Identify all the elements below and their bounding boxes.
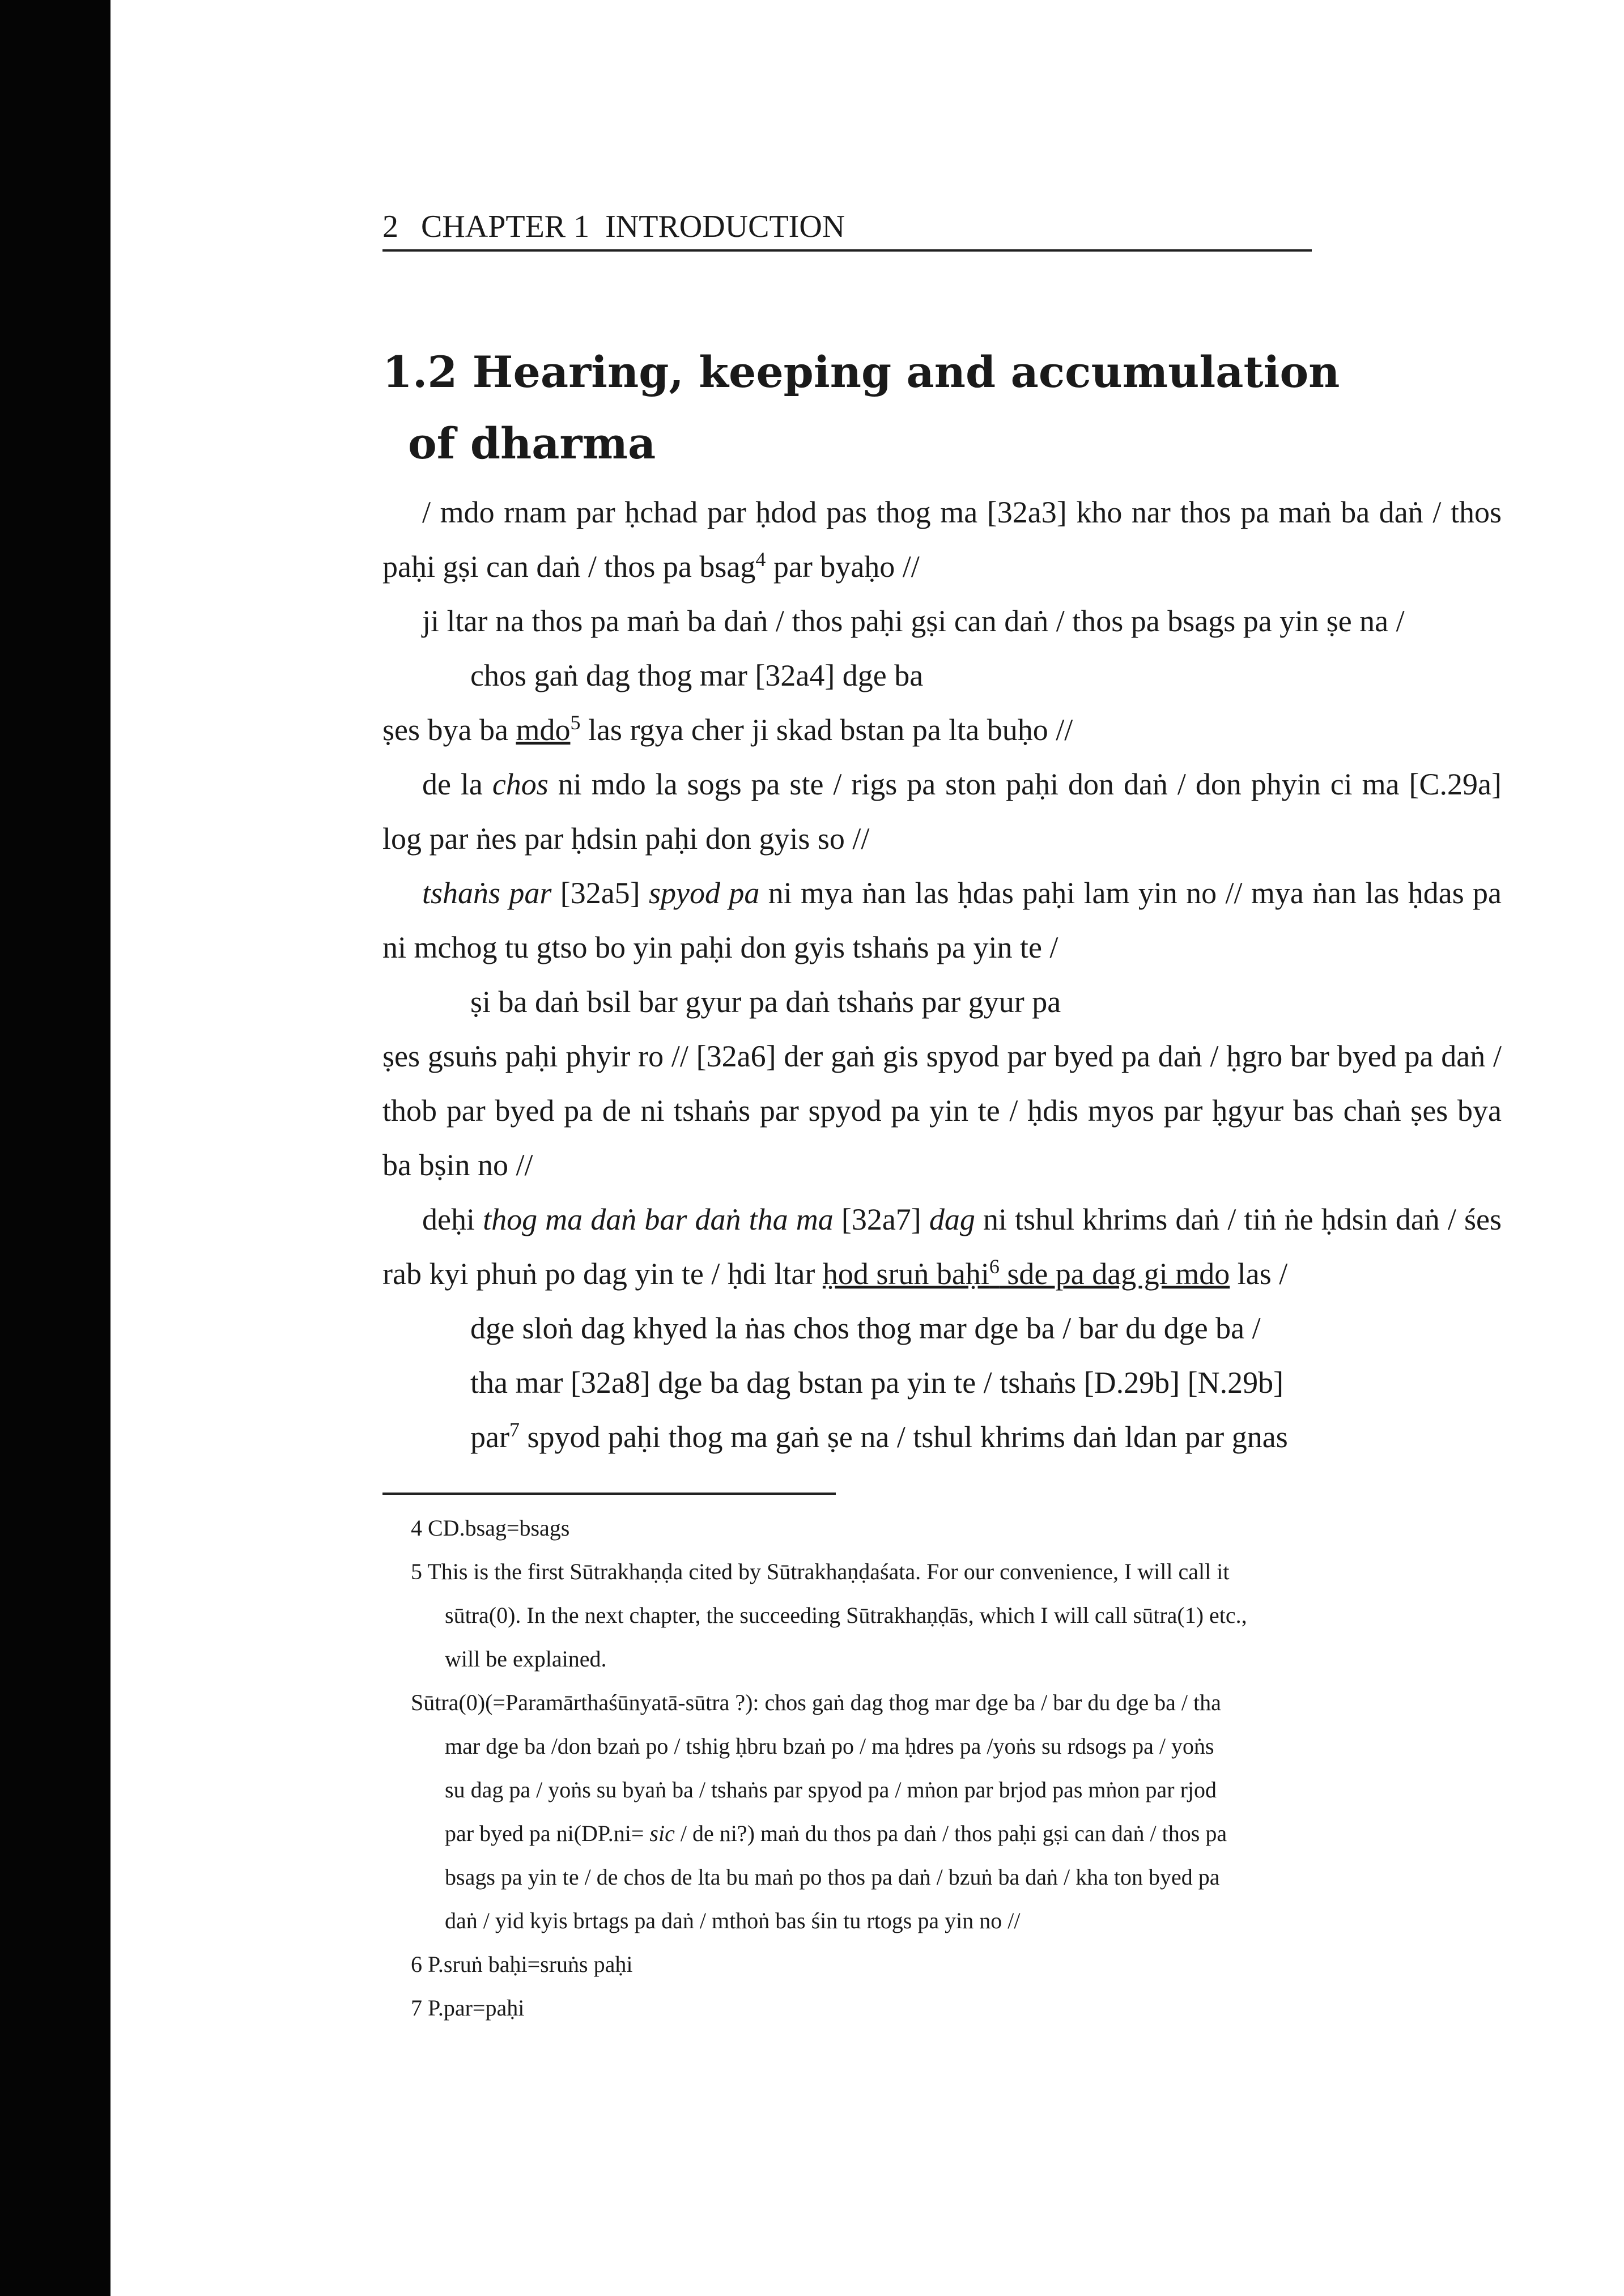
running-title: CHAPTER 1 INTRODUCTION bbox=[421, 209, 845, 244]
paragraph-7 bbox=[382, 1192, 1502, 1301]
paragraph-1 bbox=[382, 485, 1502, 594]
footnote-5-line2: sūtra(0). In the next chapter, the succeeding Sūtrakhaṇḍās, which I will call sūtra(1) etc., bbox=[445, 1602, 1247, 1628]
section-title bbox=[382, 337, 1502, 479]
footnote-ref-7: 7 bbox=[509, 1418, 520, 1441]
underlined-term: mdo bbox=[516, 713, 571, 747]
footnote-5-line3: will be explained. bbox=[445, 1646, 607, 1672]
section-title-line1: 1.2 Hearing, keeping and accumulation bbox=[382, 347, 1340, 397]
text-run: [32a5] bbox=[551, 876, 649, 910]
footnote-ref-5: 5 bbox=[570, 711, 581, 734]
footnote-5-sutra-line4 bbox=[411, 1812, 1502, 1855]
italic-term: tshaṅs par bbox=[422, 876, 552, 910]
paragraph-2: ji ltar na thos pa maṅ ba daṅ / thos paḥi gṣi can daṅ / thos pa bsags pa yin ṣe na / bbox=[422, 604, 1405, 638]
text-run: ni mya ṅan las ḥdas paḥi lam yin no // mya ṅan las ḥdas pa ni mchog tu gtso bo yin paḥi don gyis tshaṅs pa yin te / bbox=[382, 876, 1502, 964]
footnote-7: 7 P.par=paḥi bbox=[411, 1995, 525, 2021]
quote-1: chos gaṅ dag thog mar [32a4] dge ba bbox=[470, 658, 924, 692]
footnote-5-sutra-line6: daṅ / yid kyis brtags pa daṅ / mthoṅ bas śin tu rtogs pa yin no // bbox=[445, 1908, 1021, 1933]
paragraph-5 bbox=[382, 866, 1502, 975]
text-run: / de ni?) maṅ du thos pa daṅ / thos paḥi gṣi can daṅ / thos pa bbox=[674, 1821, 1227, 1846]
footnote-5-line1: 5 This is the first Sūtrakhaṇḍa cited by Sūtrakhaṇḍaśata. For our convenience, I will call it bbox=[411, 1559, 1230, 1584]
underlined-citation bbox=[823, 1257, 1230, 1291]
text-run: / mdo rnam par ḥchad par ḥdod pas thog ma [32a3] kho nar thos pa maṅ ba daṅ / thos paḥi gṣi can daṅ / thos pa bsag bbox=[382, 495, 1502, 584]
text-run: ṣes bya ba bbox=[382, 713, 516, 747]
text-run: par byaḥo // bbox=[766, 550, 920, 584]
paragraph-4 bbox=[382, 757, 1502, 866]
footnote-5-sutra-line5: bsags pa yin te / de chos de lta bu maṅ po thos pa daṅ / bzuṅ ba daṅ / kha ton byed pa bbox=[445, 1864, 1220, 1890]
italic-term: dag bbox=[929, 1202, 975, 1236]
italic-term: sic bbox=[649, 1821, 675, 1846]
section-title-line2: of dharma bbox=[408, 418, 656, 469]
scan-margin-bar bbox=[0, 0, 110, 2296]
footnotes bbox=[382, 1506, 1502, 2030]
quote-3-line3 bbox=[382, 1410, 1502, 1464]
text-run: ni mdo la sogs pa ste / rigs pa ston paḥi don daṅ / don phyin ci ma [C.29a] log par ṅes par ḥdsin paḥi don gyis so // bbox=[382, 767, 1502, 856]
body-text bbox=[382, 485, 1502, 1464]
text-run: [32a7] bbox=[833, 1202, 929, 1236]
text-run: deḥi bbox=[422, 1202, 483, 1236]
text-run: spyod paḥi thog ma gaṅ ṣe na / tshul khrims daṅ ldan par gnas bbox=[519, 1420, 1288, 1454]
paragraph-3 bbox=[382, 703, 1502, 757]
text-run: ni tshul khrims daṅ / tiṅ ṅe ḥdsin daṅ / śes rab kyi phuṅ po dag yin te / ḥdi ltar bbox=[382, 1202, 1502, 1291]
footnote-ref-4: 4 bbox=[755, 548, 766, 571]
italic-term: thog ma daṅ bar daṅ tha ma bbox=[483, 1202, 834, 1236]
text-run: las rgya cher ji skad bstan pa lta buḥo // bbox=[580, 713, 1073, 747]
footnote-5-sutra-line1: Sūtra(0)(=Paramārthaśūnyatā-sūtra ?): chos gaṅ dag thog mar dge ba / bar du dge ba / tha bbox=[411, 1690, 1221, 1715]
italic-term: chos bbox=[492, 767, 549, 801]
text-run: ḥod sruṅ baḥi bbox=[822, 1257, 989, 1291]
quote-2: ṣi ba daṅ bsil bar gyur pa daṅ tshaṅs par gyur pa bbox=[470, 985, 1061, 1019]
text-run: par byed pa ni(DP.ni= bbox=[445, 1821, 650, 1846]
footnote-rule bbox=[382, 1493, 836, 1495]
footnote-6: 6 P.sruṅ baḥi=sruṅs paḥi bbox=[411, 1951, 633, 1977]
text-run: sde pa dag gi mdo bbox=[999, 1257, 1230, 1291]
paragraph-6: ṣes gsuṅs paḥi phyir ro // [32a6] der gaṅ gis spyod par byed pa daṅ / ḥgro bar byed pa daṅ / thob par byed pa de ni tshaṅs par spyod pa yin te / ḥdis myos par ḥgyur bas chaṅ ṣes bya ba bṣin no // bbox=[382, 1039, 1502, 1182]
quote-3-line1: dge sloṅ dag khyed la ṅas chos thog mar dge ba / bar du dge ba / bbox=[470, 1311, 1261, 1345]
footnote-4: 4 CD.bsag=bsags bbox=[411, 1515, 570, 1541]
running-header bbox=[382, 204, 1312, 252]
page bbox=[382, 204, 1502, 2030]
quote-3-line2: tha mar [32a8] dge ba dag bstan pa yin te / tshaṅs [D.29b] [N.29b] bbox=[470, 1366, 1284, 1400]
footnote-ref-6: 6 bbox=[989, 1255, 1000, 1278]
text-run: las / bbox=[1230, 1257, 1288, 1291]
footnote-5-sutra-line3: su dag pa / yoṅs su byaṅ ba / tshaṅs par spyod pa / mṅon par brjod pas mṅon par rjod bbox=[445, 1777, 1217, 1802]
italic-term: spyod pa bbox=[649, 876, 760, 910]
text-run: de la bbox=[422, 767, 492, 801]
footnote-5-sutra-line2: mar dge ba /don bzaṅ po / tshig ḥbru bzaṅ po / ma ḥdres pa /yoṅs su rdsogs pa / yoṅs bbox=[445, 1733, 1214, 1759]
page-number: 2 bbox=[382, 209, 398, 244]
text-run: par bbox=[470, 1420, 509, 1454]
